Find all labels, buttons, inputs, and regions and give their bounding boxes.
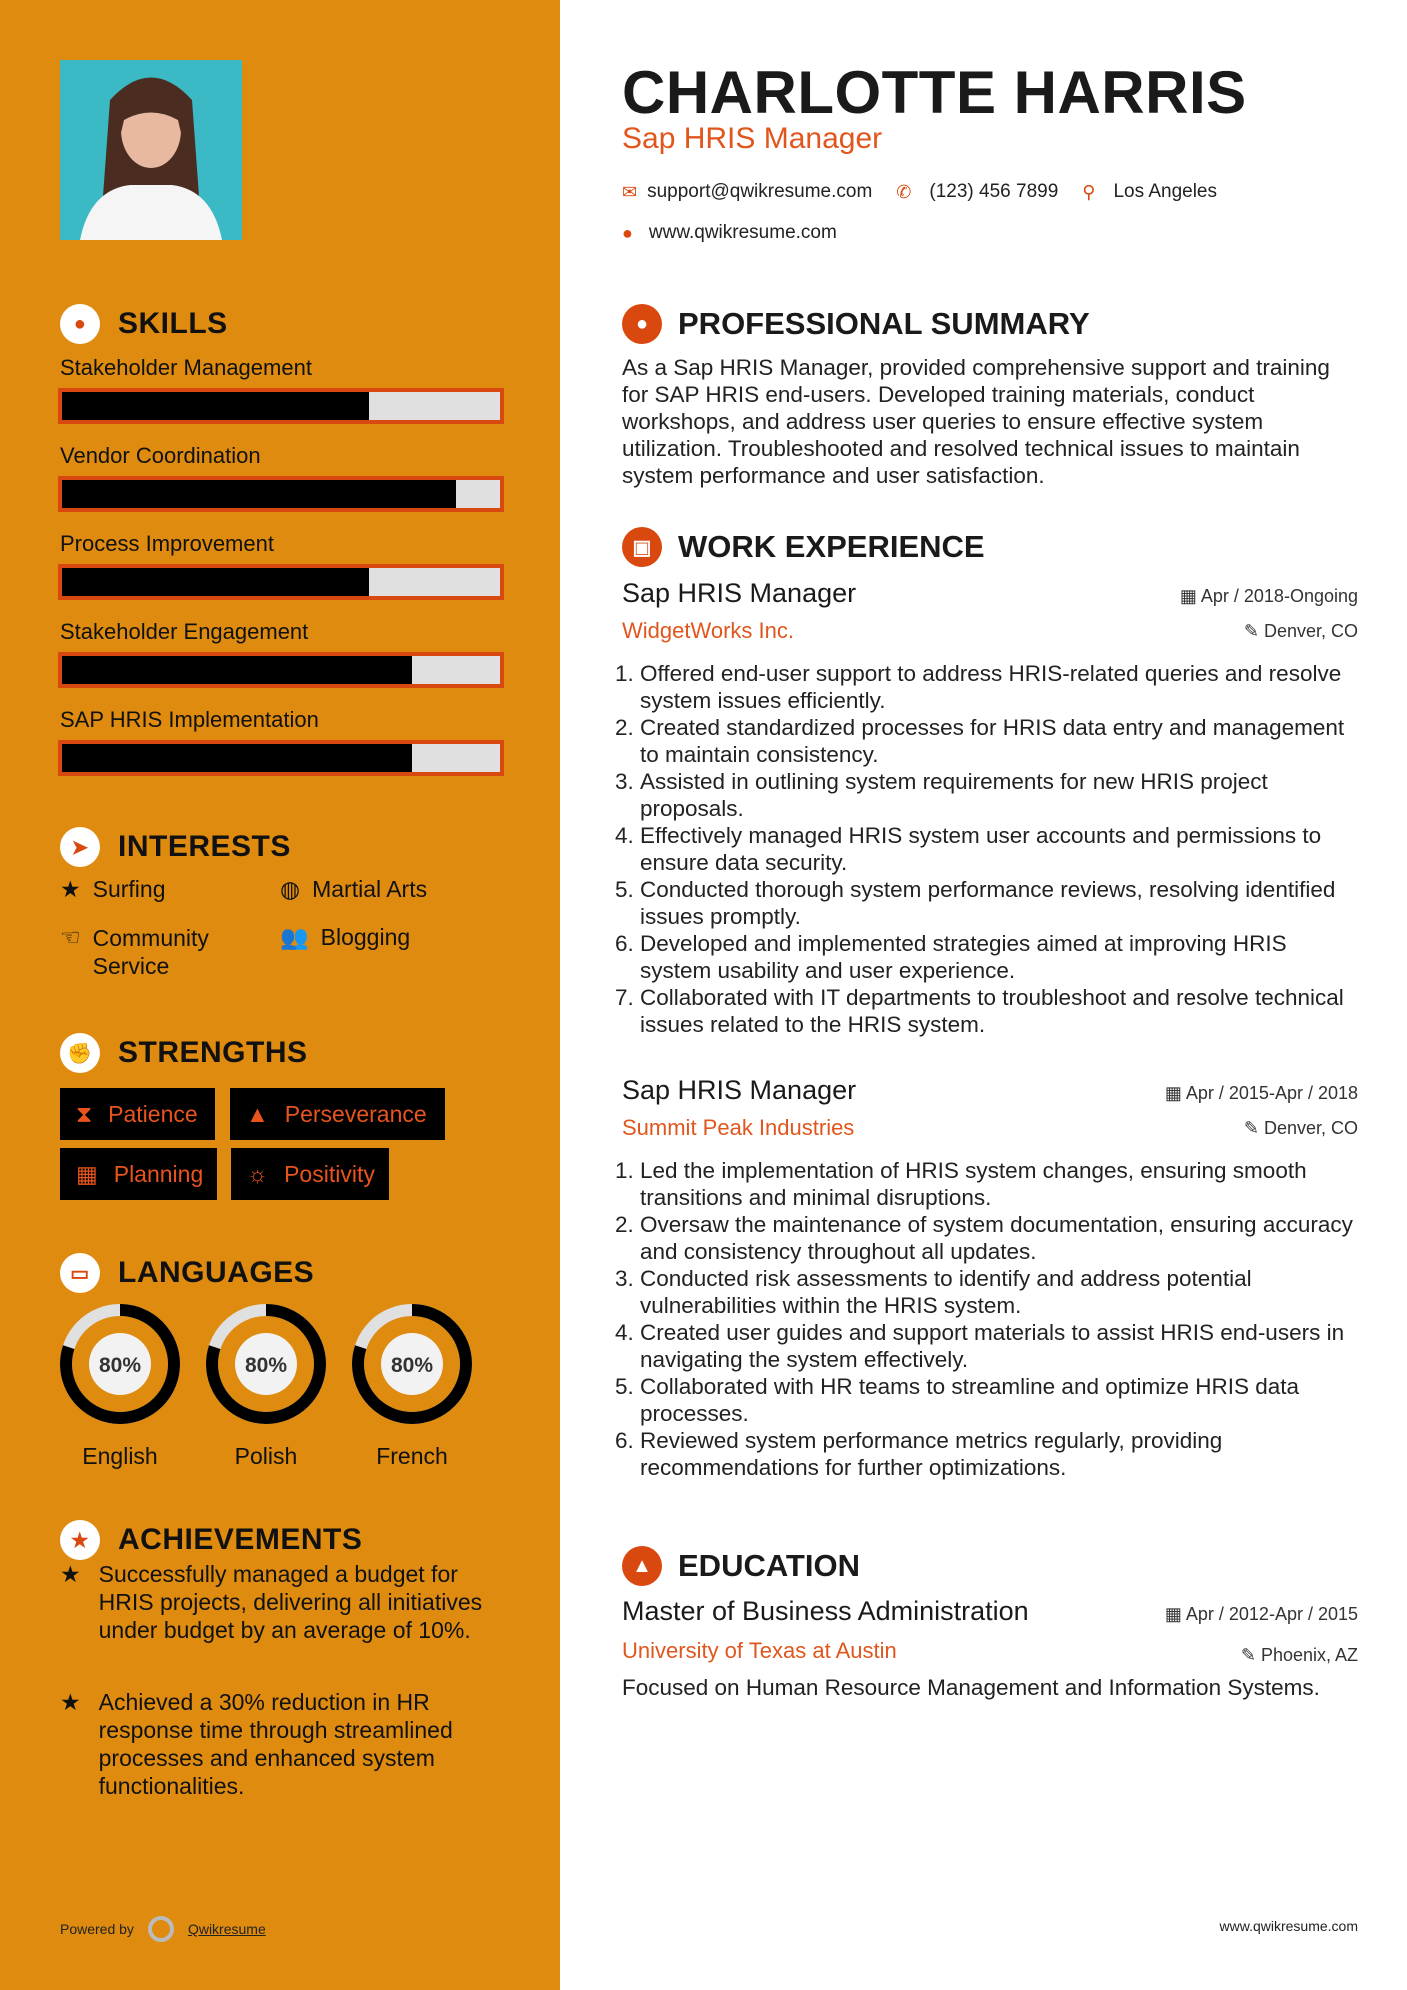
skill-label: Process Improvement	[60, 531, 274, 556]
strength-tag: ▦ Planning	[60, 1148, 217, 1200]
calendar-icon: ▦	[1179, 586, 1201, 606]
skill-bar-fill	[62, 480, 456, 508]
fist-icon: ✊	[60, 1033, 100, 1073]
qwikresume-link[interactable]: Qwikresume	[187, 1921, 266, 1937]
lightbulb-icon: ●	[60, 304, 100, 344]
calendar-icon: ▦	[1164, 1083, 1186, 1103]
powered-by: Powered by Qwikresume	[60, 1916, 266, 1942]
interest-item: ★ Surfing	[60, 876, 166, 902]
star-badge-icon: ★	[60, 1520, 100, 1560]
chair-icon: ▣	[622, 527, 662, 567]
shooting-star-icon: ★	[60, 1561, 81, 1587]
calendar-icon: ▦	[1164, 1604, 1186, 1624]
svg-text:80%: 80%	[244, 1354, 288, 1377]
language-icon: ▭	[60, 1253, 100, 1293]
experience-bullet: 7. Collaborated with IT departments to troubleshoot and resolve technical issues related to the HRIS system.	[640, 984, 1358, 1038]
experience-title: Sap HRIS Manager	[622, 578, 857, 608]
user-icon: ●	[622, 304, 662, 344]
experience-location: ✎ Denver, CO	[1243, 621, 1358, 641]
graduate-icon: ▲	[622, 1546, 662, 1586]
paper-plane-icon: ➤	[60, 827, 100, 867]
skill-bar-fill	[62, 568, 369, 596]
experience-bullet: 2. Created standardized processes for HRIS data entry and management to maintain consistency.	[640, 714, 1358, 768]
experience-dates: ▦ Apr / 2015-Apr / 2018	[1164, 1083, 1358, 1103]
skill-label: Stakeholder Management	[60, 355, 312, 380]
language-donut	[206, 1304, 326, 1424]
summary-text: As a Sap HRIS Manager, provided comprehensive support and training for SAP HRIS end-users. Developed training materials, conduct workshops, and address user queries to ensure effective system utilization. Troubleshooted and resolved technical issues to maintain system performance and user satisfaction.	[622, 355, 1330, 488]
experience-company: Summit Peak Industries	[622, 1115, 855, 1140]
phone-text: (123) 456 7899	[929, 181, 1059, 202]
achievements-heading: ★ ACHIEVEMENTS	[60, 1520, 362, 1560]
experience-company: WidgetWorks Inc.	[622, 618, 794, 643]
language-item: 80% Polish	[206, 1304, 326, 1470]
experience-bullet: 4. Effectively managed HRIS system user accounts and permissions to ensure data security.	[640, 822, 1358, 876]
strengths-heading: ✊ STRENGTHS	[60, 1033, 308, 1073]
skill-label: SAP HRIS Implementation	[60, 707, 319, 732]
languages-heading: ▭ LANGUAGES	[60, 1253, 314, 1293]
summary-heading: ● PROFESSIONAL SUMMARY	[622, 304, 1090, 344]
experience-bullets	[622, 660, 1358, 1038]
svg-text:80%: 80%	[98, 1354, 142, 1377]
globe-icon: ●	[622, 222, 633, 243]
experience-title: Sap HRIS Manager	[622, 1075, 857, 1105]
hourglass-icon: ⧗	[76, 1100, 93, 1127]
language-donut	[60, 1304, 180, 1424]
email-link[interactable]: support@qwikresume.com	[647, 181, 873, 202]
interests-heading: ➤ INTERESTS	[60, 827, 291, 867]
language-item: 80% English	[60, 1304, 180, 1470]
achievement-item: ★ Achieved a 30% reduction in HR response time through streamlined processes and enhanced system functionalities.	[60, 1689, 453, 1799]
language-donut	[352, 1304, 472, 1424]
skill-label: Vendor Coordination	[60, 443, 261, 468]
experience-heading: ▣ WORK EXPERIENCE	[622, 527, 985, 567]
website-row	[622, 222, 837, 244]
road-icon: ▲	[246, 1100, 269, 1127]
hand-icon: ☜	[60, 924, 81, 950]
users-icon: 👥	[280, 924, 309, 950]
skill-label: Stakeholder Engagement	[60, 619, 309, 644]
education-heading: ▲ EDUCATION	[622, 1546, 860, 1586]
skill-bar	[58, 652, 504, 688]
experience-bullet: 3. Assisted in outlining system requirements for new HRIS project proposals.	[640, 768, 1358, 822]
experience-bullet: 1. Offered end-user support to address HRIS-related queries and resolve system issues efficiently.	[640, 660, 1358, 714]
skill-bar	[58, 476, 504, 512]
skill-bar-fill	[62, 392, 369, 420]
achievement-item: ★ Successfully managed a budget for HRIS projects, delivering all initiatives under budget by an average of 10%.	[60, 1561, 483, 1643]
star-icon: ★	[60, 876, 81, 902]
school: University of Texas at Austin	[622, 1638, 897, 1663]
strength-tag: ▲ Perseverance	[230, 1088, 445, 1140]
experience-location: ✎ Denver, CO	[1243, 1118, 1358, 1138]
pin-icon: ✎	[1243, 621, 1264, 641]
calendar-icon: ▦	[76, 1160, 98, 1187]
envelope-icon: ✉	[622, 181, 638, 202]
contact-row	[622, 181, 1217, 203]
globe-icon: ◍	[280, 876, 301, 902]
experience-bullet: 3. Conducted risk assessments to identify and address potential vulnerabilities within the HRIS system.	[640, 1265, 1358, 1319]
education-text: Focused on Human Resource Management and Information Systems.	[622, 1675, 1320, 1700]
qwikresume-logo-icon	[148, 1916, 174, 1942]
svg-text:80%: 80%	[390, 1354, 434, 1377]
strength-tag: ☼ Positivity	[231, 1148, 389, 1200]
sun-icon: ☼	[247, 1160, 269, 1187]
language-item: 80% French	[352, 1304, 472, 1470]
shooting-star-icon: ★	[60, 1689, 81, 1715]
map-marker-icon: ⚲	[1082, 181, 1096, 202]
skill-bar	[58, 388, 504, 424]
interest-item: ◍ Martial Arts	[280, 876, 428, 902]
footer-website[interactable]: www.qwikresume.com	[1219, 1918, 1358, 1934]
experience-dates: ▦ Apr / 2018-Ongoing	[1179, 586, 1358, 606]
interest-item: 👥 Blogging	[280, 924, 411, 950]
skills-heading: ● SKILLS	[60, 304, 228, 344]
skill-bar	[58, 740, 504, 776]
pin-icon: ✎	[1240, 1645, 1261, 1665]
education-location: ✎ Phoenix, AZ	[1240, 1645, 1358, 1665]
experience-bullet: 4. Created user guides and support materials to assist HRIS end-users in navigating the system effectively.	[640, 1319, 1358, 1373]
profile-photo	[60, 60, 242, 240]
experience-bullet: 5. Conducted thorough system performance reviews, resolving identified issues promptly.	[640, 876, 1358, 930]
interest-item: ☜ Community Service	[60, 924, 209, 979]
education-dates: ▦ Apr / 2012-Apr / 2015	[1164, 1604, 1358, 1624]
experience-bullet: 1. Led the implementation of HRIS system changes, ensuring smooth transitions and minimal disruptions.	[640, 1157, 1358, 1211]
pin-icon: ✎	[1243, 1118, 1264, 1138]
experience-bullet: 6. Developed and implemented strategies aimed at improving HRIS system usability and user experience.	[640, 930, 1358, 984]
strength-tag: ⧗ Patience	[60, 1088, 215, 1140]
experience-bullets	[622, 1157, 1358, 1481]
experience-bullet: 6. Reviewed system performance metrics regularly, providing recommendations for further optimizations.	[640, 1427, 1358, 1481]
skill-bar	[58, 564, 504, 600]
skill-bar-fill	[62, 656, 412, 684]
experience-bullet: 2. Oversaw the maintenance of system documentation, ensuring accuracy and consistency throughout all updates.	[640, 1211, 1358, 1265]
degree: Master of Business Administration	[622, 1596, 1029, 1626]
website-link[interactable]: www.qwikresume.com	[648, 222, 837, 243]
location-text: Los Angeles	[1113, 181, 1217, 202]
experience-bullet: 5. Collaborated with HR teams to streamline and optimize HRIS data processes.	[640, 1373, 1358, 1427]
skill-bar-fill	[62, 744, 412, 772]
phone-icon: ✆	[896, 181, 912, 202]
job-title: Sap HRIS Manager	[622, 122, 883, 155]
candidate-name: CHARLOTTE HARRIS	[622, 59, 1247, 126]
